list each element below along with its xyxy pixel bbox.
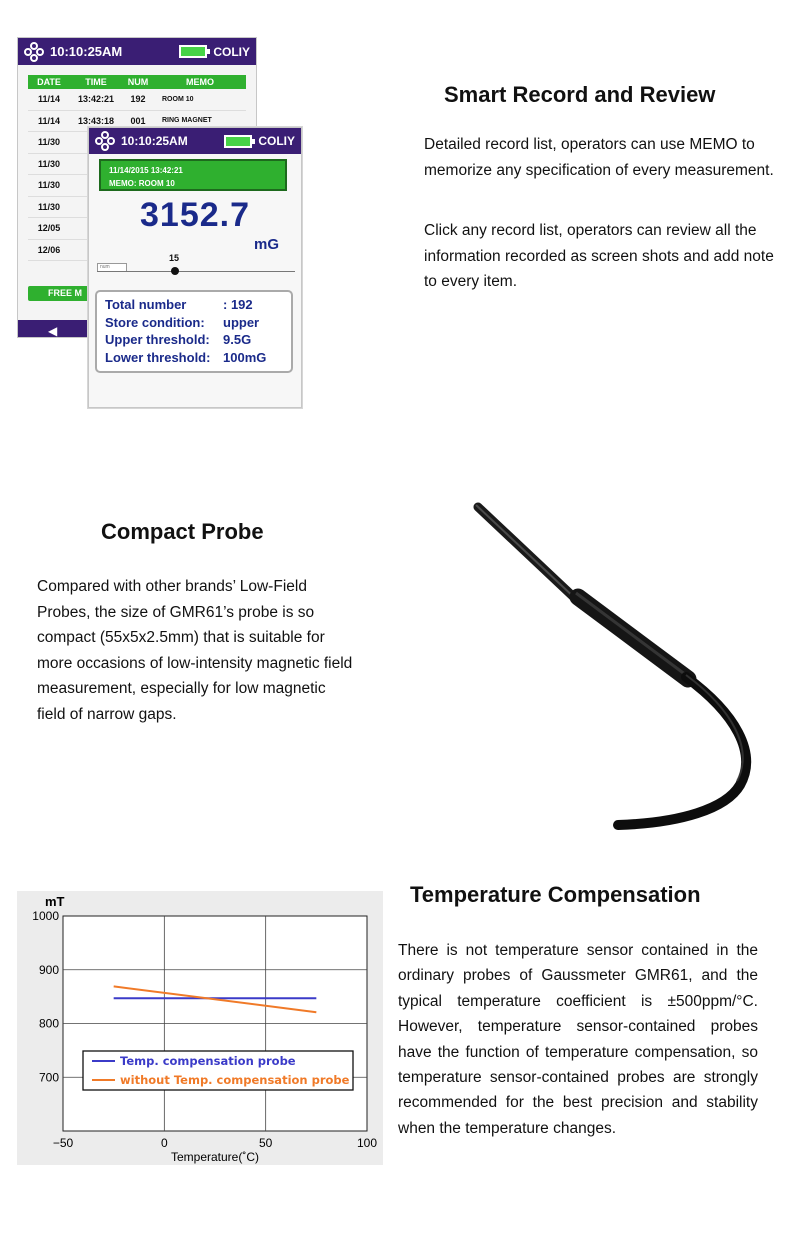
device-logo-icon bbox=[24, 42, 44, 62]
table-cell: ROOM 10 bbox=[162, 95, 194, 103]
table-cell: 12/05 bbox=[37, 223, 61, 234]
info-row bbox=[105, 314, 283, 332]
y-axis-label: mT bbox=[45, 894, 65, 909]
table-cell: 13:42:21 bbox=[77, 94, 115, 105]
info-key: Store condition: bbox=[105, 314, 205, 330]
y-tick-label: 700 bbox=[38, 1070, 59, 1085]
slider-knob[interactable] bbox=[171, 267, 179, 275]
free-memory-button[interactable]: FREE M bbox=[28, 286, 118, 301]
table-cell: 11/30 bbox=[37, 201, 61, 212]
clock: 10:10:25AM bbox=[121, 134, 188, 148]
temperature-chart bbox=[17, 891, 383, 1165]
y-tick-label: 1000 bbox=[32, 909, 59, 923]
status-bar bbox=[18, 38, 256, 65]
probe-image bbox=[440, 495, 780, 835]
brand-label: COLIY bbox=[213, 44, 250, 59]
y-tick-label: 900 bbox=[38, 962, 59, 977]
brand-label: COLIY bbox=[258, 134, 295, 148]
info-key: Upper threshold: bbox=[105, 332, 210, 347]
info-value: 9.5G bbox=[223, 332, 252, 347]
table-cell: 001 bbox=[130, 115, 146, 126]
table-header bbox=[28, 75, 246, 89]
table-cell: 192 bbox=[130, 94, 146, 105]
slider-value: 15 bbox=[169, 253, 180, 263]
legend-label: Temp. compensation probe bbox=[120, 1054, 296, 1068]
clock: 10:10:25AM bbox=[50, 44, 123, 59]
device-logo-icon bbox=[95, 131, 115, 151]
table-cell: 11/30 bbox=[37, 137, 61, 148]
table-cell: 11/14 bbox=[37, 94, 61, 105]
chart-svg bbox=[17, 891, 383, 1165]
slider-tab: num bbox=[97, 263, 127, 272]
x-tick-label: 0 bbox=[160, 1136, 168, 1150]
record-slider[interactable] bbox=[97, 271, 295, 272]
x-axis-label: Temperature(˚C) bbox=[170, 1150, 260, 1164]
section-paragraph: Detailed record list, operators can use MEMO to memorize any specification of every measurement. bbox=[424, 136, 774, 179]
section-heading-temperature: Temperature Compensation bbox=[410, 882, 701, 907]
battery-icon bbox=[224, 135, 252, 148]
table-cell: 12/06 bbox=[37, 244, 61, 255]
x-tick-label: 50 bbox=[258, 1136, 273, 1150]
battery-icon bbox=[179, 45, 207, 58]
section-heading-smart-record: Smart Record and Review bbox=[444, 82, 716, 107]
table-cell: 13:43:18 bbox=[77, 115, 115, 126]
column-header: MEMO bbox=[186, 77, 214, 87]
record-date: 11/14/2015 13:42:21 bbox=[109, 166, 183, 175]
table-cell: 11/14 bbox=[37, 115, 61, 126]
section-paragraph: There is not temperature sensor contained in the ordinary probes of Gaussmeter GMR61, and the typical temperature coefficient is ±500ppm/°C. However, temperature sensor-contained probes have the function of temperature compensation, so temperature sensor-contained probes are strongly recommended for the best precision and stability when the temperature changes. bbox=[398, 942, 758, 1137]
record-detail-screenshot bbox=[88, 127, 302, 408]
status-bar bbox=[89, 128, 301, 154]
table-cell: RING MAGNET bbox=[162, 117, 212, 125]
legend-label: without Temp. compensation probe bbox=[120, 1073, 350, 1087]
measurement-value: 3152.7 bbox=[140, 196, 250, 234]
info-row bbox=[105, 349, 283, 367]
table-row[interactable] bbox=[28, 89, 246, 111]
info-value: upper bbox=[223, 314, 260, 330]
column-header: NUM bbox=[127, 77, 149, 87]
column-header: DATE bbox=[37, 77, 61, 87]
section-heading-compact-probe: Compact Probe bbox=[101, 519, 264, 544]
record-header bbox=[99, 159, 287, 191]
back-arrow-icon[interactable]: ◀ bbox=[48, 324, 58, 338]
table-cell: 11/30 bbox=[37, 158, 61, 169]
info-key: Total number bbox=[105, 297, 187, 312]
y-tick-label: 800 bbox=[38, 1016, 59, 1031]
measurement-unit: mG bbox=[253, 236, 279, 253]
column-header: TIME bbox=[85, 77, 107, 87]
table-cell: 11/30 bbox=[37, 180, 61, 191]
info-row bbox=[105, 331, 283, 349]
record-memo: MEMO: ROOM 10 bbox=[109, 179, 175, 188]
x-tick-label: −50 bbox=[52, 1136, 74, 1150]
info-row bbox=[105, 296, 283, 314]
section-paragraph: Compared with other brands’ Low-Field Probes, the size of GMR61’s probe is so compact (55x5x2.5mm) that is suitable for more occasions of low-intensity magnetic field measurement, especially for low magnetic field of narrow gaps. bbox=[37, 578, 353, 723]
x-tick-label: 100 bbox=[356, 1136, 378, 1150]
section-paragraph: Click any record list, operators can review all the information recorded as screen shots and add note to every item. bbox=[424, 222, 774, 290]
record-info-box bbox=[95, 290, 293, 373]
info-value: 100mG bbox=[223, 349, 267, 365]
info-value: : 192 bbox=[223, 297, 253, 312]
info-key: Lower threshold: bbox=[105, 349, 211, 365]
